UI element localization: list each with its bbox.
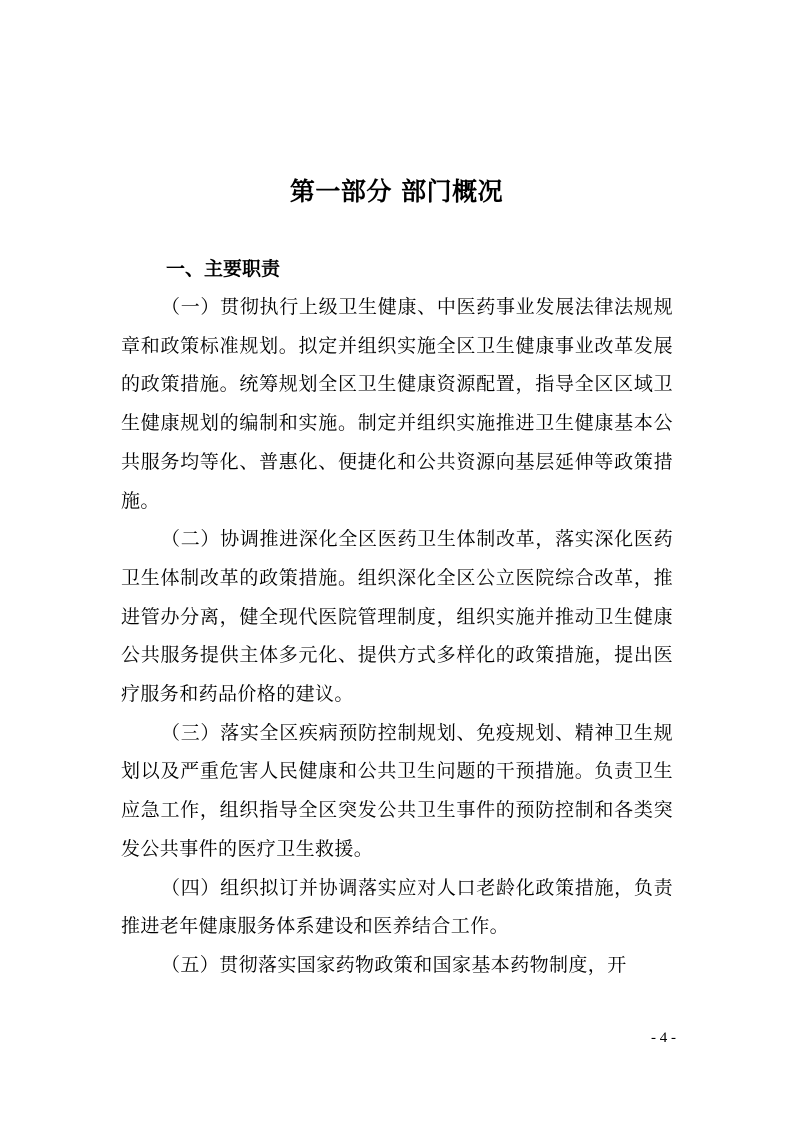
page-title: 第一部分 部门概况 xyxy=(289,177,504,206)
paragraph-1: （一）贯彻执行上级卫生健康、中医药事业发展法律法规规章和政策标准规划。拟定并组织实施全区卫生健康事业改革发展的政策措施。统筹规划全区卫生健康资源配置，指导全区区域卫生健康规划的编制和实施。制定并组织实施推进卫生健康基本公共服务均等化、普惠化、便捷化和公共资源向基层延伸等政策措施。 xyxy=(121,296,673,512)
page-number: - 4 - xyxy=(651,1030,676,1046)
paragraph-5: （五）贯彻落实国家药物政策和国家基本药物制度，开 xyxy=(161,953,627,976)
section-heading: 一、主要职责 xyxy=(166,258,281,280)
body-text xyxy=(121,288,673,985)
paragraph-3: （三）落实全区疾病预防控制规划、免疫规划、精神卫生规划以及严重危害人民健康和公共卫生问题的干预措施。负责卫生应急工作，组织指导全区突发公共卫生事件的预防控制和各类突发公共事件的医疗卫生救援。 xyxy=(121,721,673,860)
paragraph-2: （二）协调推进深化全区医药卫生体制改革，落实深化医药卫生体制改革的政策措施。组织深化全区公立医院综合改革，推进管办分离，健全现代医院管理制度，组织实施并推动卫生健康公共服务提供主体多元化、提供方式多样化的政策措施，提出医疗服务和药品价格的建议。 xyxy=(121,528,673,706)
paragraph-4: （四）组织拟订并协调落实应对人口老龄化政策措施，负责推进老年健康服务体系建设和医养结合工作。 xyxy=(121,876,673,938)
